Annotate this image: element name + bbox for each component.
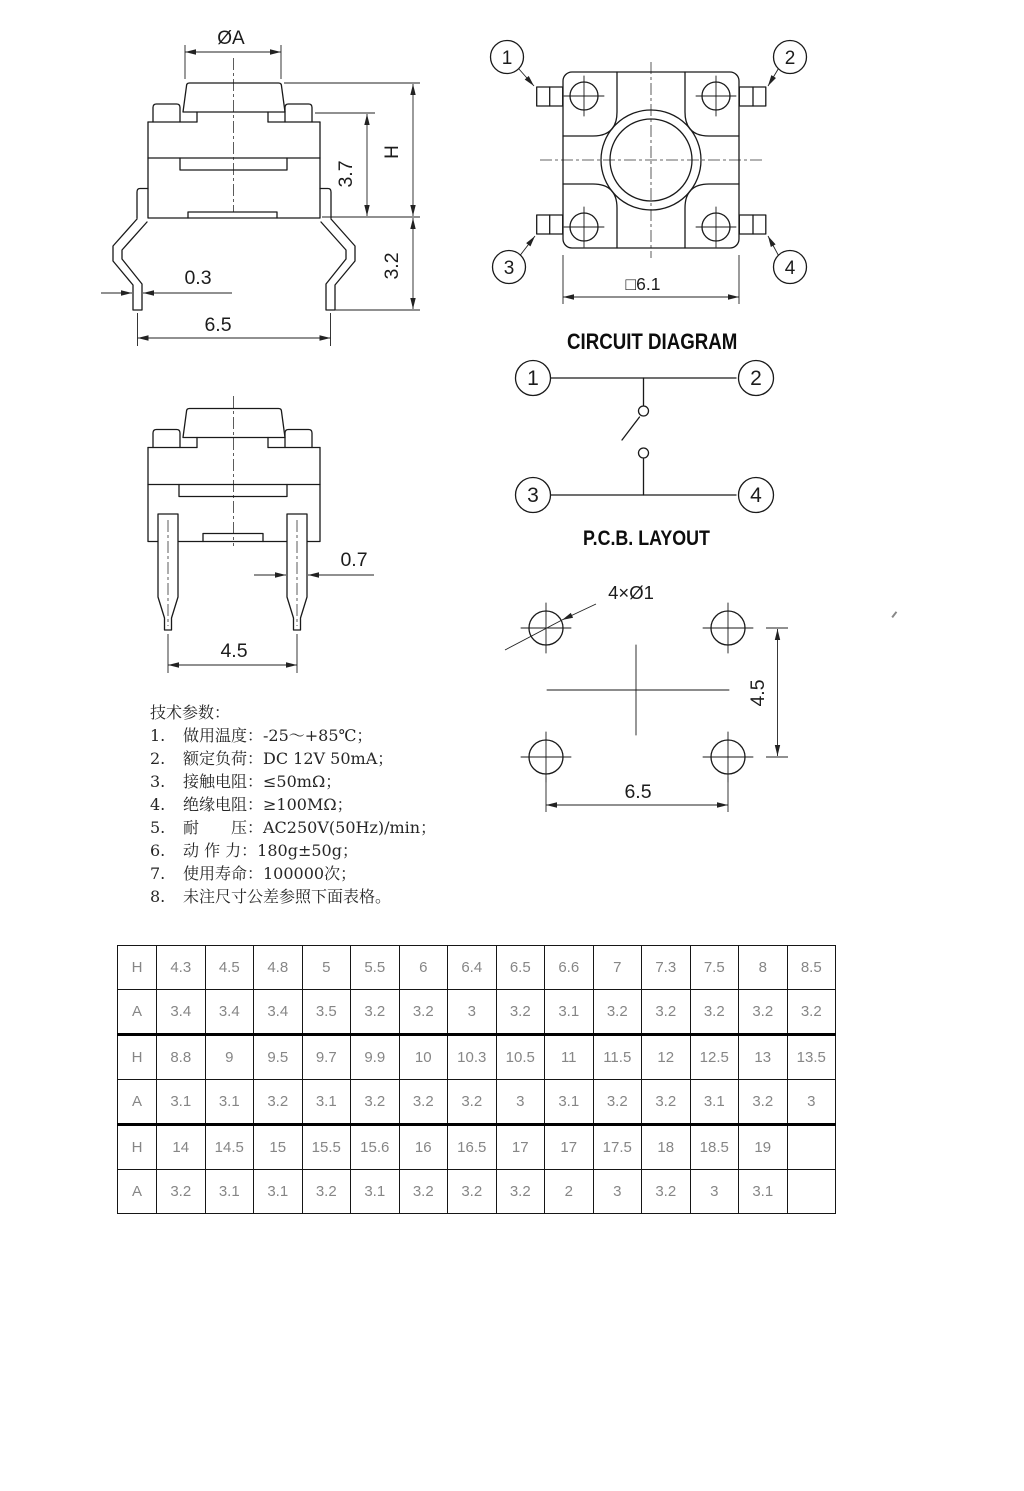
- table-cell: 3.2: [787, 990, 836, 1035]
- table-cell: 18.5: [690, 1125, 739, 1170]
- tech-param-item: [150, 747, 510, 770]
- spec-table: [117, 945, 836, 1214]
- table-cell: 3.1: [157, 1080, 206, 1125]
- tech-param-item: [150, 816, 510, 839]
- pin-3-callout: 3: [503, 258, 515, 279]
- table-cell: 6: [399, 946, 448, 990]
- table-cell: 3.2: [399, 1170, 448, 1214]
- item-text: 接触电阻：≤50mΩ；: [183, 772, 342, 791]
- table-cell: 14: [157, 1125, 206, 1170]
- circuit-pin-3: 3: [527, 484, 539, 507]
- table-cell: 17.5: [593, 1125, 642, 1170]
- tech-params-title: 技术参数：: [150, 703, 231, 722]
- table-cell: 3.2: [593, 990, 642, 1035]
- table-cell: 3.1: [351, 1170, 400, 1214]
- table-cell: 3: [690, 1170, 739, 1214]
- table-cell: 3.1: [205, 1170, 254, 1214]
- pin-1-callout: 1: [501, 48, 513, 69]
- tech-param-item: [150, 862, 510, 885]
- top-view-drawing: [478, 25, 833, 317]
- table-cell: 16.5: [448, 1125, 497, 1170]
- table-cell: 12: [642, 1035, 691, 1080]
- table-cell: 3.2: [739, 1080, 788, 1125]
- circuit-wiring: [516, 361, 774, 513]
- table-cell: 3.2: [448, 1080, 497, 1125]
- dim-pin-length: 3.2: [381, 252, 403, 280]
- table-cell: 3.2: [496, 990, 545, 1035]
- table-cell: 4.8: [254, 946, 303, 990]
- table-cell: 12.5: [690, 1035, 739, 1080]
- switch-body-outline: [113, 83, 355, 310]
- table-cell: 15.5: [302, 1125, 351, 1170]
- dim-pin-pitch: 6.5: [204, 314, 232, 336]
- table-cell: 3: [593, 1170, 642, 1214]
- pcb-vertical-pitch: 4.5: [747, 679, 769, 707]
- dim-cap-diameter: ØA: [217, 28, 245, 49]
- pcb-center-cross: [547, 645, 729, 735]
- item-text: 动 作 力：180g±50g；: [183, 841, 358, 860]
- pcb-layout-title: P.C.B. LAYOUT: [583, 527, 710, 550]
- row-label: A: [118, 1080, 157, 1125]
- table-cell: 9.9: [351, 1035, 400, 1080]
- table-cell: 3.1: [205, 1080, 254, 1125]
- table-cell: 3.2: [593, 1080, 642, 1125]
- table-cell: 3.2: [448, 1170, 497, 1214]
- tech-params: [150, 701, 510, 908]
- table-cell: 15: [254, 1125, 303, 1170]
- table-cell: [787, 1170, 836, 1214]
- circuit-pin-4: 4: [750, 484, 762, 507]
- item-text: 耐 压：AC250V(50Hz)/min；: [183, 818, 437, 837]
- table-cell: 14.5: [205, 1125, 254, 1170]
- table-cell: 17: [496, 1125, 545, 1170]
- table-cell: 6.6: [545, 946, 594, 990]
- table-row: [118, 1080, 836, 1125]
- front-view-drawing: [90, 20, 440, 360]
- item-number: 6.: [150, 841, 166, 860]
- table-row: [118, 1170, 836, 1214]
- tech-param-item: [150, 885, 510, 908]
- table-cell: 6.5: [496, 946, 545, 990]
- table-cell: 9.5: [254, 1035, 303, 1080]
- table-cell: 3.4: [157, 990, 206, 1035]
- table-cell: 3.4: [254, 990, 303, 1035]
- item-text: 额定负荷：DC 12V 50mA；: [183, 749, 394, 768]
- table-cell: 3.1: [739, 1170, 788, 1214]
- table-cell: 16: [399, 1125, 448, 1170]
- item-text: 绝缘电阻：≥100MΩ；: [183, 795, 353, 814]
- spec-table-body: [118, 946, 836, 1214]
- table-cell: 2: [545, 1170, 594, 1214]
- table-cell: 17: [545, 1125, 594, 1170]
- item-number: 7.: [150, 864, 166, 883]
- table-cell: 9.7: [302, 1035, 351, 1080]
- table-row: [118, 946, 836, 990]
- table-cell: 3.2: [739, 990, 788, 1035]
- table-cell: [787, 1125, 836, 1170]
- table-cell: 3.2: [157, 1170, 206, 1214]
- table-cell: 3.2: [351, 990, 400, 1035]
- table-cell: 3.5: [302, 990, 351, 1035]
- pcb-holes: [521, 603, 753, 782]
- table-cell: 3.1: [302, 1080, 351, 1125]
- table-cell: 3.2: [642, 1080, 691, 1125]
- side-view-pins: [158, 514, 307, 630]
- item-number: 2.: [150, 749, 166, 768]
- item-number: 4.: [150, 795, 166, 814]
- front-view-dimensions: [101, 28, 420, 346]
- table-cell: 10: [399, 1035, 448, 1080]
- table-cell: 3.4: [205, 990, 254, 1035]
- pin-4-callout: 4: [784, 258, 796, 279]
- dim-body-height: 3.7: [335, 160, 357, 188]
- dim-body-square: □6.1: [625, 274, 661, 294]
- item-text: 使用寿命：100000次；: [183, 864, 357, 883]
- pcb-holes-dim: 4×Ø1: [608, 582, 654, 603]
- row-label: H: [118, 1125, 157, 1170]
- pin-2-callout: 2: [784, 48, 796, 69]
- table-cell: 3: [448, 990, 497, 1035]
- table-cell: 3.1: [690, 1080, 739, 1125]
- item-text: 做用温度：-25～+85℃；: [183, 726, 373, 745]
- table-cell: 3.2: [254, 1080, 303, 1125]
- circuit-pin-2: 2: [750, 367, 762, 390]
- item-number: 5.: [150, 818, 166, 837]
- tech-param-item: [150, 839, 510, 862]
- dim-total-height: H: [382, 145, 403, 159]
- table-cell: 3.2: [496, 1170, 545, 1214]
- side-view-dimensions: [168, 549, 374, 673]
- table-cell: 4.3: [157, 946, 206, 990]
- table-cell: 8.5: [787, 946, 836, 990]
- table-cell: 6.4: [448, 946, 497, 990]
- table-cell: 5.5: [351, 946, 400, 990]
- table-cell: 3.2: [302, 1170, 351, 1214]
- tech-param-item: [150, 724, 510, 747]
- table-cell: 18: [642, 1125, 691, 1170]
- table-cell: 3.1: [545, 990, 594, 1035]
- pcb-annotations: [505, 582, 788, 812]
- item-number: 8.: [150, 887, 166, 906]
- table-cell: 11.5: [593, 1035, 642, 1080]
- tech-param-item: [150, 793, 510, 816]
- table-cell: 3.2: [351, 1080, 400, 1125]
- table-cell: 13: [739, 1035, 788, 1080]
- table-cell: 5: [302, 946, 351, 990]
- dim-side-pin-width: 0.7: [340, 549, 368, 571]
- table-row: [118, 990, 836, 1035]
- item-number: 1.: [150, 726, 166, 745]
- table-cell: 3.2: [690, 990, 739, 1035]
- table-cell: 3: [496, 1080, 545, 1125]
- dim-side-pin-pitch: 4.5: [220, 640, 248, 662]
- circuit-diagram-title: CIRCUIT DIAGRAM: [567, 329, 738, 354]
- table-cell: 3.2: [399, 990, 448, 1035]
- item-number: 3.: [150, 772, 166, 791]
- table-cell: 13.5: [787, 1035, 836, 1080]
- pcb-layout-drawing: [490, 570, 830, 822]
- table-cell: 9: [205, 1035, 254, 1080]
- table-cell: 3.2: [642, 1170, 691, 1214]
- table-cell: 4.5: [205, 946, 254, 990]
- stray-mark: [891, 611, 899, 620]
- table-cell: 3: [787, 1080, 836, 1125]
- circuit-pin-1: 1: [527, 367, 539, 390]
- table-cell: 8: [739, 946, 788, 990]
- table-row: [118, 1035, 836, 1080]
- pin-callouts: [491, 41, 807, 284]
- table-cell: 8.8: [157, 1035, 206, 1080]
- table-cell: 15.6: [351, 1125, 400, 1170]
- table-row: [118, 1125, 836, 1170]
- row-label: A: [118, 1170, 157, 1214]
- pcb-horizontal-pitch: 6.5: [624, 781, 652, 803]
- table-cell: 7.5: [690, 946, 739, 990]
- switch-lever: [622, 417, 640, 440]
- item-text: 未注尺寸公差参照下面表格。: [183, 887, 392, 906]
- table-cell: 19: [739, 1125, 788, 1170]
- dim-pin-width: 0.3: [184, 267, 212, 289]
- top-view-dimension: [563, 255, 739, 304]
- table-cell: 10.5: [496, 1035, 545, 1080]
- circuit-diagram: [500, 352, 800, 520]
- tech-param-item: [150, 770, 510, 793]
- row-label: A: [118, 990, 157, 1035]
- row-label: H: [118, 946, 157, 990]
- side-view-drawing: [90, 390, 400, 690]
- table-cell: 10.3: [448, 1035, 497, 1080]
- table-cell: 3.2: [399, 1080, 448, 1125]
- table-cell: 3.1: [254, 1170, 303, 1214]
- table-cell: 3.2: [642, 990, 691, 1035]
- table-cell: 3.1: [545, 1080, 594, 1125]
- row-label: H: [118, 1035, 157, 1080]
- table-cell: 11: [545, 1035, 594, 1080]
- table-cell: 7.3: [642, 946, 691, 990]
- table-cell: 7: [593, 946, 642, 990]
